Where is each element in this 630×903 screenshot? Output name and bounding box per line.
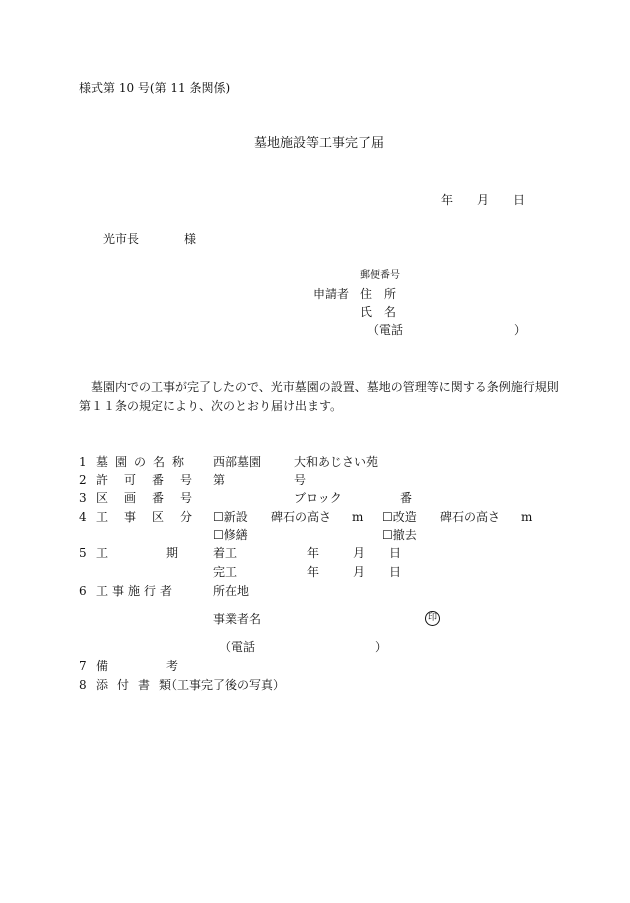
item-5-label-b: 期 <box>166 546 179 560</box>
stone-height-label-1: 碑石の高さ <box>271 510 332 524</box>
item-6-label: 工事施行者 <box>96 584 177 598</box>
item-1-label: 墓園の名称 <box>96 455 192 469</box>
item-4-label: 工事区分 <box>96 510 209 524</box>
applicant-name-label: 氏 名 <box>360 305 397 319</box>
item-3-number: 3 <box>79 491 87 505</box>
contractor-phone-close: ） <box>375 640 388 654</box>
body-line-2: 第１１条の規定により、次のとおり届け出ます。 <box>79 399 343 413</box>
stone-height-label-2: 碑石の高さ <box>440 510 501 524</box>
applicant-label: 申請者 <box>313 287 350 301</box>
start-month: 月 <box>353 546 366 560</box>
start-label: 着工 <box>213 546 238 560</box>
contractor-phone-label: （電話 <box>219 640 256 654</box>
stone-height-unit-2: m <box>521 510 533 524</box>
checkbox-remove[interactable]: ☐撤去 <box>382 528 417 542</box>
checkbox-new[interactable]: ☐新設 <box>213 510 248 524</box>
seal-mark: 印 <box>425 611 440 626</box>
item-6-number: 6 <box>79 584 87 598</box>
plot-number-suffix: 番 <box>400 491 413 505</box>
permit-number-prefix: 第 <box>213 473 226 487</box>
contractor-name-label: 事業者名 <box>213 612 262 626</box>
item-8-number: 8 <box>79 678 87 692</box>
end-month: 月 <box>353 565 366 579</box>
document-title: 墓地施設等工事完了届 <box>254 136 385 151</box>
addressee-honorific: 様 <box>184 232 197 246</box>
item-2-label: 許可番号 <box>96 473 209 487</box>
date-year: 年 <box>441 193 454 207</box>
end-label: 完工 <box>213 565 238 579</box>
date-day: 日 <box>513 193 526 207</box>
plot-block-label: ブロック <box>294 491 342 505</box>
applicant-phone-close: ） <box>514 323 527 337</box>
item-3-label: 区画番号 <box>96 491 209 505</box>
start-year: 年 <box>307 546 320 560</box>
stone-height-unit-1: m <box>352 510 364 524</box>
postal-code-label: 郵便番号 <box>360 270 400 281</box>
item-5-number: 5 <box>79 546 87 560</box>
item-1-number: 1 <box>79 455 87 469</box>
applicant-address-label: 住 所 <box>360 287 397 301</box>
contractor-location-label: 所在地 <box>213 584 250 598</box>
cemetery-name: 西部墓園 <box>213 455 262 469</box>
body-line-1: 墓園内での工事が完了したので、光市墓園の設置、墓地の管理等に関する条例施行規則 <box>91 380 559 394</box>
item-5-label-a: 工 <box>96 546 109 560</box>
end-day: 日 <box>389 565 402 579</box>
checkbox-repair[interactable]: ☐修繕 <box>213 528 248 542</box>
attachment-note: （工事完了後の写真） <box>165 678 286 692</box>
form-reference: 様式第 10 号(第 11 条関係) <box>79 81 231 95</box>
cemetery-area-name: 大和あじさい苑 <box>294 455 379 469</box>
item-7-label-b: 考 <box>166 659 179 673</box>
item-7-number: 7 <box>79 659 87 673</box>
end-year: 年 <box>307 565 320 579</box>
item-7-label-a: 備 <box>96 659 109 673</box>
applicant-phone-label: （電話 <box>367 323 404 337</box>
date-month: 月 <box>477 193 490 207</box>
item-8-label: 添付書類 <box>96 678 181 692</box>
start-day: 日 <box>389 546 402 560</box>
checkbox-modify[interactable]: ☐改造 <box>382 510 417 524</box>
addressee-name: 光市長 <box>103 232 140 246</box>
item-4-number: 4 <box>79 510 87 524</box>
item-2-number: 2 <box>79 473 87 487</box>
permit-number-suffix: 号 <box>294 473 307 487</box>
